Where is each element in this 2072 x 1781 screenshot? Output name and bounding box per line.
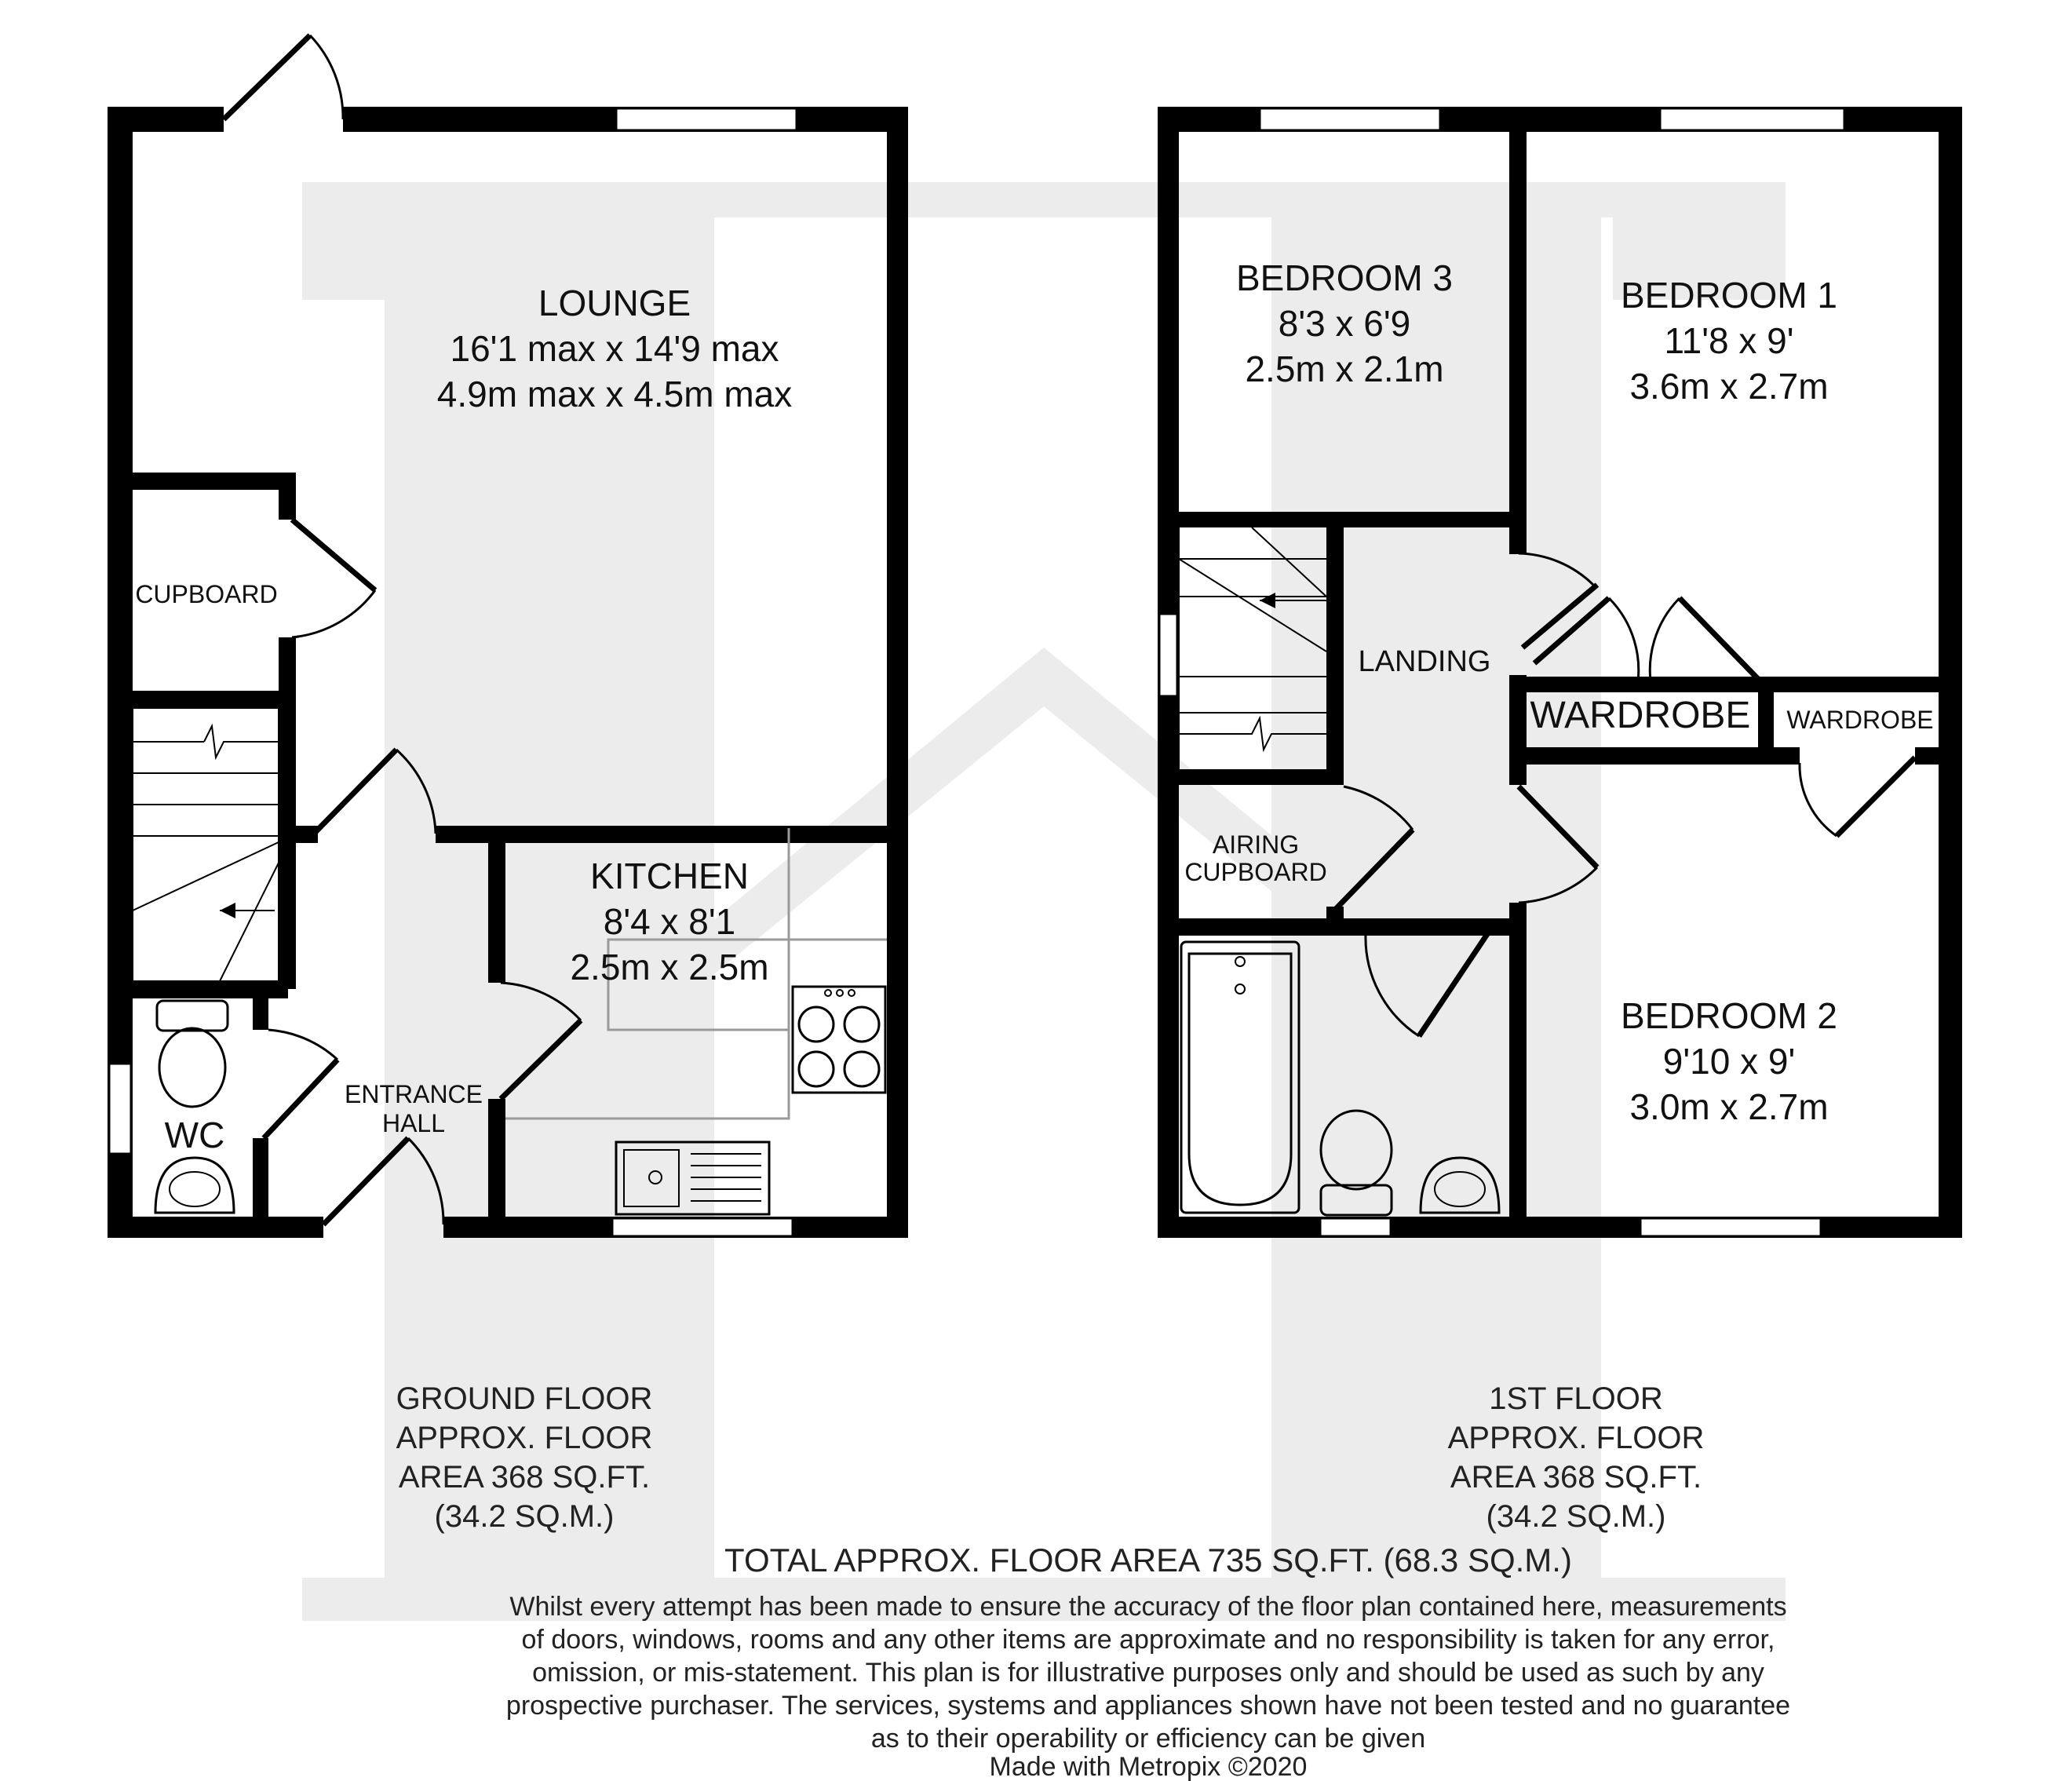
svg-text:as to their operability or eff: as to their operability or efficiency can be given [870, 1724, 1426, 1754]
airing-cupboard-label-line1: AIRING [1212, 830, 1300, 859]
disclaimer [506, 1592, 1790, 1754]
window [109, 1064, 131, 1154]
wall [1509, 747, 1800, 765]
svg-text:omission, or mis-statement. Th: omission, or mis-statement. This plan is for illustrative purposes only and should be used as such by any [532, 1658, 1764, 1688]
wall [488, 1099, 505, 1232]
wall [253, 981, 268, 1030]
wall [1509, 535, 1527, 553]
svg-text:of doors, windows, rooms and a: of doors, windows, rooms and any other items are approximate and no responsibility is taken for any error, [521, 1625, 1775, 1655]
landing-label: LANDING [1358, 645, 1491, 678]
bedroom1-metric: 3.6m x 2.7m [1629, 366, 1829, 407]
bedroom3-imperial: 8'3 x 6'9 [1278, 303, 1411, 344]
credit: Made with Metropix ©2020 [989, 1752, 1308, 1781]
entrance-hall-label-line1: ENTRANCE [344, 1080, 483, 1108]
door [224, 35, 310, 119]
wall [1326, 527, 1344, 783]
wall [1366, 918, 1527, 936]
wc-label: WC [164, 1115, 225, 1155]
bedroom2-name: BEDROOM 2 [1620, 995, 1838, 1036]
entrance-hall-label-line2: HALL [381, 1109, 446, 1137]
wall [1509, 677, 1962, 692]
bedroom2-metric: 3.0m x 2.7m [1629, 1086, 1829, 1127]
door [264, 1060, 337, 1138]
wall [253, 1138, 268, 1224]
wall [279, 473, 296, 520]
cupboard-label: CUPBOARD [135, 580, 278, 608]
wardrobe-small-label: WARDROBE [1786, 706, 1934, 734]
bedroom1-imperial: 11'8 x 9' [1664, 320, 1794, 361]
wall [436, 826, 906, 843]
wall [108, 691, 296, 708]
window [616, 108, 797, 130]
wall [279, 826, 318, 843]
wall [1158, 512, 1527, 527]
wall [108, 473, 296, 490]
svg-text:1ST FLOOR: 1ST FLOOR [1489, 1381, 1663, 1416]
svg-text:prospective purchaser. The ser: prospective purchaser. The services, systems and appliances shown have not been tested and no guarantee [505, 1691, 1791, 1721]
bedroom2-imperial: 9'10 x 9' [1662, 1041, 1796, 1082]
svg-text:AREA 368 SQ.FT.: AREA 368 SQ.FT. [398, 1460, 651, 1495]
hob-icon [793, 987, 885, 1093]
airing-cupboard-label-line2: CUPBOARD [1184, 858, 1327, 886]
door-swing [310, 35, 343, 119]
basin-icon [155, 1158, 234, 1213]
wall [1915, 747, 1962, 765]
toilet-icon [157, 1001, 228, 1107]
wardrobe-large-label: WARDROBE [1530, 695, 1751, 736]
door [314, 750, 396, 834]
door-swing [268, 1030, 337, 1060]
lounge-imperial: 16'1 max x 14'9 max [450, 328, 779, 369]
door [1837, 757, 1915, 836]
door [1680, 598, 1758, 679]
window [1260, 108, 1440, 130]
wall [1158, 769, 1344, 785]
svg-text:(34.2 SQ.M.): (34.2 SQ.M.) [1486, 1499, 1666, 1534]
wall [887, 107, 908, 1237]
stairs-arrow-icon [220, 903, 235, 918]
wall [1509, 903, 1527, 1232]
lounge-metric: 4.9m max x 4.5m max [436, 374, 793, 414]
door-swing [292, 590, 375, 637]
window [1159, 614, 1177, 696]
stairs [133, 708, 279, 981]
wall [108, 1217, 323, 1238]
door-swing [1800, 763, 1837, 836]
wall [488, 826, 505, 983]
wall [1509, 761, 1527, 785]
svg-text:GROUND FLOOR: GROUND FLOOR [396, 1381, 653, 1416]
svg-text:Whilst every attempt has been: Whilst every attempt has been made to ensure the accuracy of the floor plan contained here, measurements [509, 1592, 1787, 1622]
svg-text:APPROX. FLOOR: APPROX. FLOOR [1447, 1421, 1705, 1455]
kitchen-name: KITCHEN [590, 856, 749, 896]
stairs-arrow-icon [1260, 593, 1275, 608]
bedroom1-name: BEDROOM 1 [1620, 275, 1838, 316]
wall [1158, 1217, 1962, 1238]
window [1320, 1218, 1391, 1236]
bedroom3-name: BEDROOM 3 [1235, 257, 1454, 298]
wall [1939, 107, 1962, 1237]
wall [1509, 107, 1527, 554]
svg-text:(34.2 SQ.M.): (34.2 SQ.M.) [434, 1499, 615, 1534]
kitchen-metric: 2.5m x 2.5m [570, 947, 769, 987]
svg-text:APPROX. FLOOR: APPROX. FLOOR [396, 1421, 653, 1455]
total-floor-area: TOTAL APPROX. FLOOR AREA 735 SQ.FT. (68.3 SQ.M.) [724, 1542, 1572, 1578]
kitchen-imperial: 8'4 x 8'1 [603, 901, 736, 942]
window [1640, 1218, 1821, 1236]
window [1660, 108, 1844, 130]
lounge-name: LOUNGE [538, 283, 691, 323]
bedroom3-metric: 2.5m x 2.1m [1245, 349, 1444, 389]
svg-text:AREA 368 SQ.FT.: AREA 368 SQ.FT. [1450, 1460, 1702, 1495]
door [292, 520, 375, 590]
window [612, 1218, 793, 1236]
